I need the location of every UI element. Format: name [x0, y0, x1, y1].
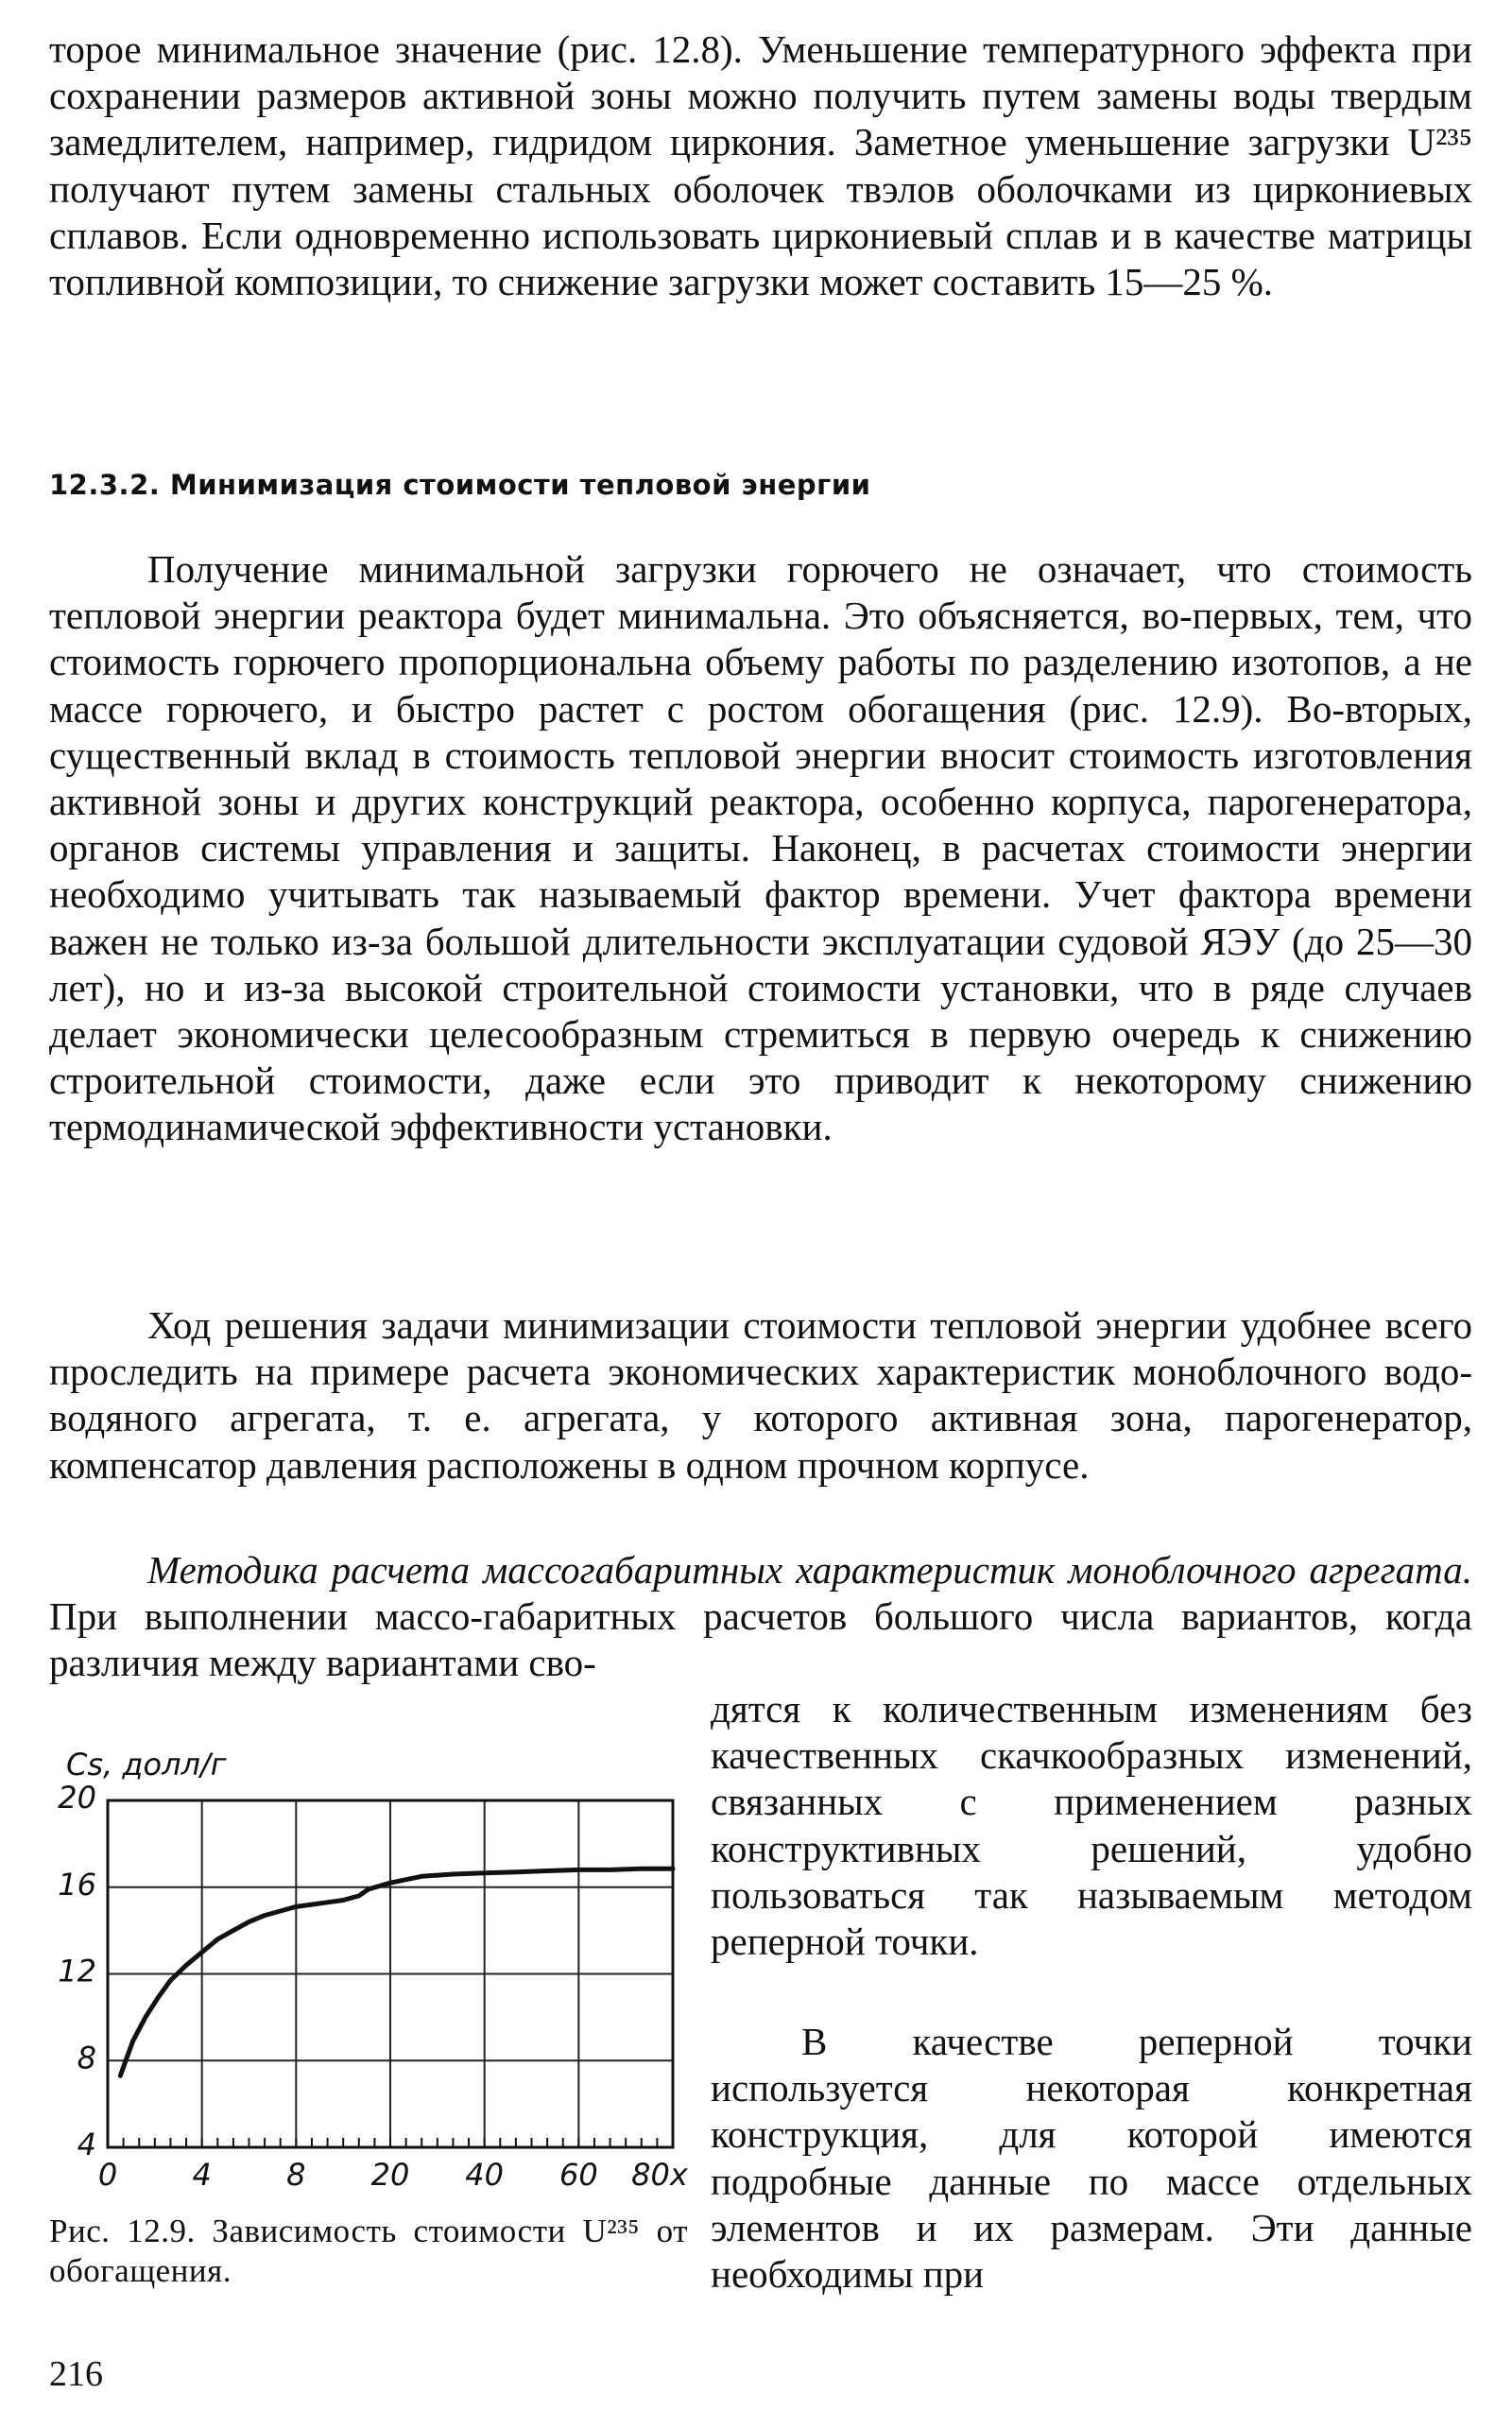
x-tick-label: 40: [465, 2157, 505, 2193]
y-tick-label: 16: [58, 1866, 96, 1903]
chart-grid: [108, 1800, 673, 2147]
figure-caption: Рис. 12.9. Зависимость стоимости U²³⁵ от обогащения.: [49, 2213, 688, 2289]
cost-curve: [120, 1869, 673, 2075]
x-tick-label: 4: [192, 2157, 212, 2193]
cost-chart: [49, 1739, 692, 2249]
paragraph-method: [49, 1547, 1472, 1687]
y-axis-label: Cs, долл/г: [66, 1747, 227, 1782]
y-tick-label: 20: [58, 1780, 96, 1816]
page-number: 216: [49, 2354, 103, 2394]
y-tick-label: 4: [77, 2127, 96, 2162]
x-tick-label: 60: [558, 2157, 598, 2193]
x-tick-label: 0: [97, 2157, 118, 2193]
y-tick-label: 8: [77, 2040, 96, 2076]
intro-paragraph: торое минимальное значение (рис. 12.8). Уменьшение температурного эффекта при сохранении размеров активной зоны можно получить путем замены воды твердым замедлителем, например, гидридом циркония. Заметное уменьшение загрузки U²³⁵ получают путем замены стальных оболочек твэлов оболочками из циркониевых сплавов. Если одновременно использовать циркониевый сплав и в качестве матрицы топливной композиции, то снижение загрузки может составить 15—25 %.: [49, 27, 1472, 304]
paragraph-reference-point: В качестве реперной точки используется некоторая конкретная конструкция, для которой имеются подробные данные по массе отдельных элементов и их размерам. Эти данные необходимы при: [711, 2020, 1472, 2297]
paragraph-fuel-cost: Получение минимальной загрузки горючего не означает, что стоимость тепловой энергии реактора будет минимальна. Это объясняется, во-первых, тем, что стоимость горючего пропорциональна объему работы по разделению изотопов, а не массе горючего, и быстро растет с ростом обогащения (рис. 12.9). Во-вторых, существенный вклад в стоимость тепловой энергии вносит стоимость изготовления активной зоны и других конструкций реактора, особенно корпуса, парогенератора, органов системы управления и защиты. Наконец, в расчетах стоимости энергии необходимо учитывать так называемый фактор времени. Учет фактора времени важен не только из-за большой длительности эксплуатации судовой ЯЭУ (до 25—30 лет), но и из-за высокой строительной стоимости установки, что в ряде случаев делает экономически целесообразным стремиться в первую очередь к снижению строительной стоимости, даже если это приводит к некоторому снижению термодинамической эффективности установки.: [49, 547, 1472, 1149]
x-tick-label: 20: [370, 2157, 410, 2193]
method-text: При выполнении массо-габаритных расчетов большого числа вариантов, когда различия между вариантами сво-: [49, 1594, 1472, 1685]
method-title: Методика расчета массогабаритных характеристик моноблочного агрегата.: [147, 1548, 1472, 1592]
paragraph-monoblock: Ход решения задачи минимизации стоимости тепловой энергии удобнее всего проследить на примере расчета экономических характеристик моноблочного водо-водяного агрегата, т. е. агрегата, у которого активная зона, парогенератор, компенсатор давления расположены в одном прочном корпусе.: [49, 1303, 1472, 1487]
y-tick-label: 12: [58, 1953, 96, 1989]
section-heading: 12.3.2. Минимизация стоимости тепловой энергии: [49, 469, 871, 501]
page: [49, 0, 1476, 2411]
x-tick-label: 80x: [631, 2157, 688, 2193]
x-tick-label: 8: [286, 2157, 306, 2193]
paragraph-method-continued: дятся к количественным изменениям без качественных скачкообразных изменений, связанных с применением разных конструктивных решений, удобно пользоваться так называемым методом реперной точки.: [711, 1687, 1472, 1964]
